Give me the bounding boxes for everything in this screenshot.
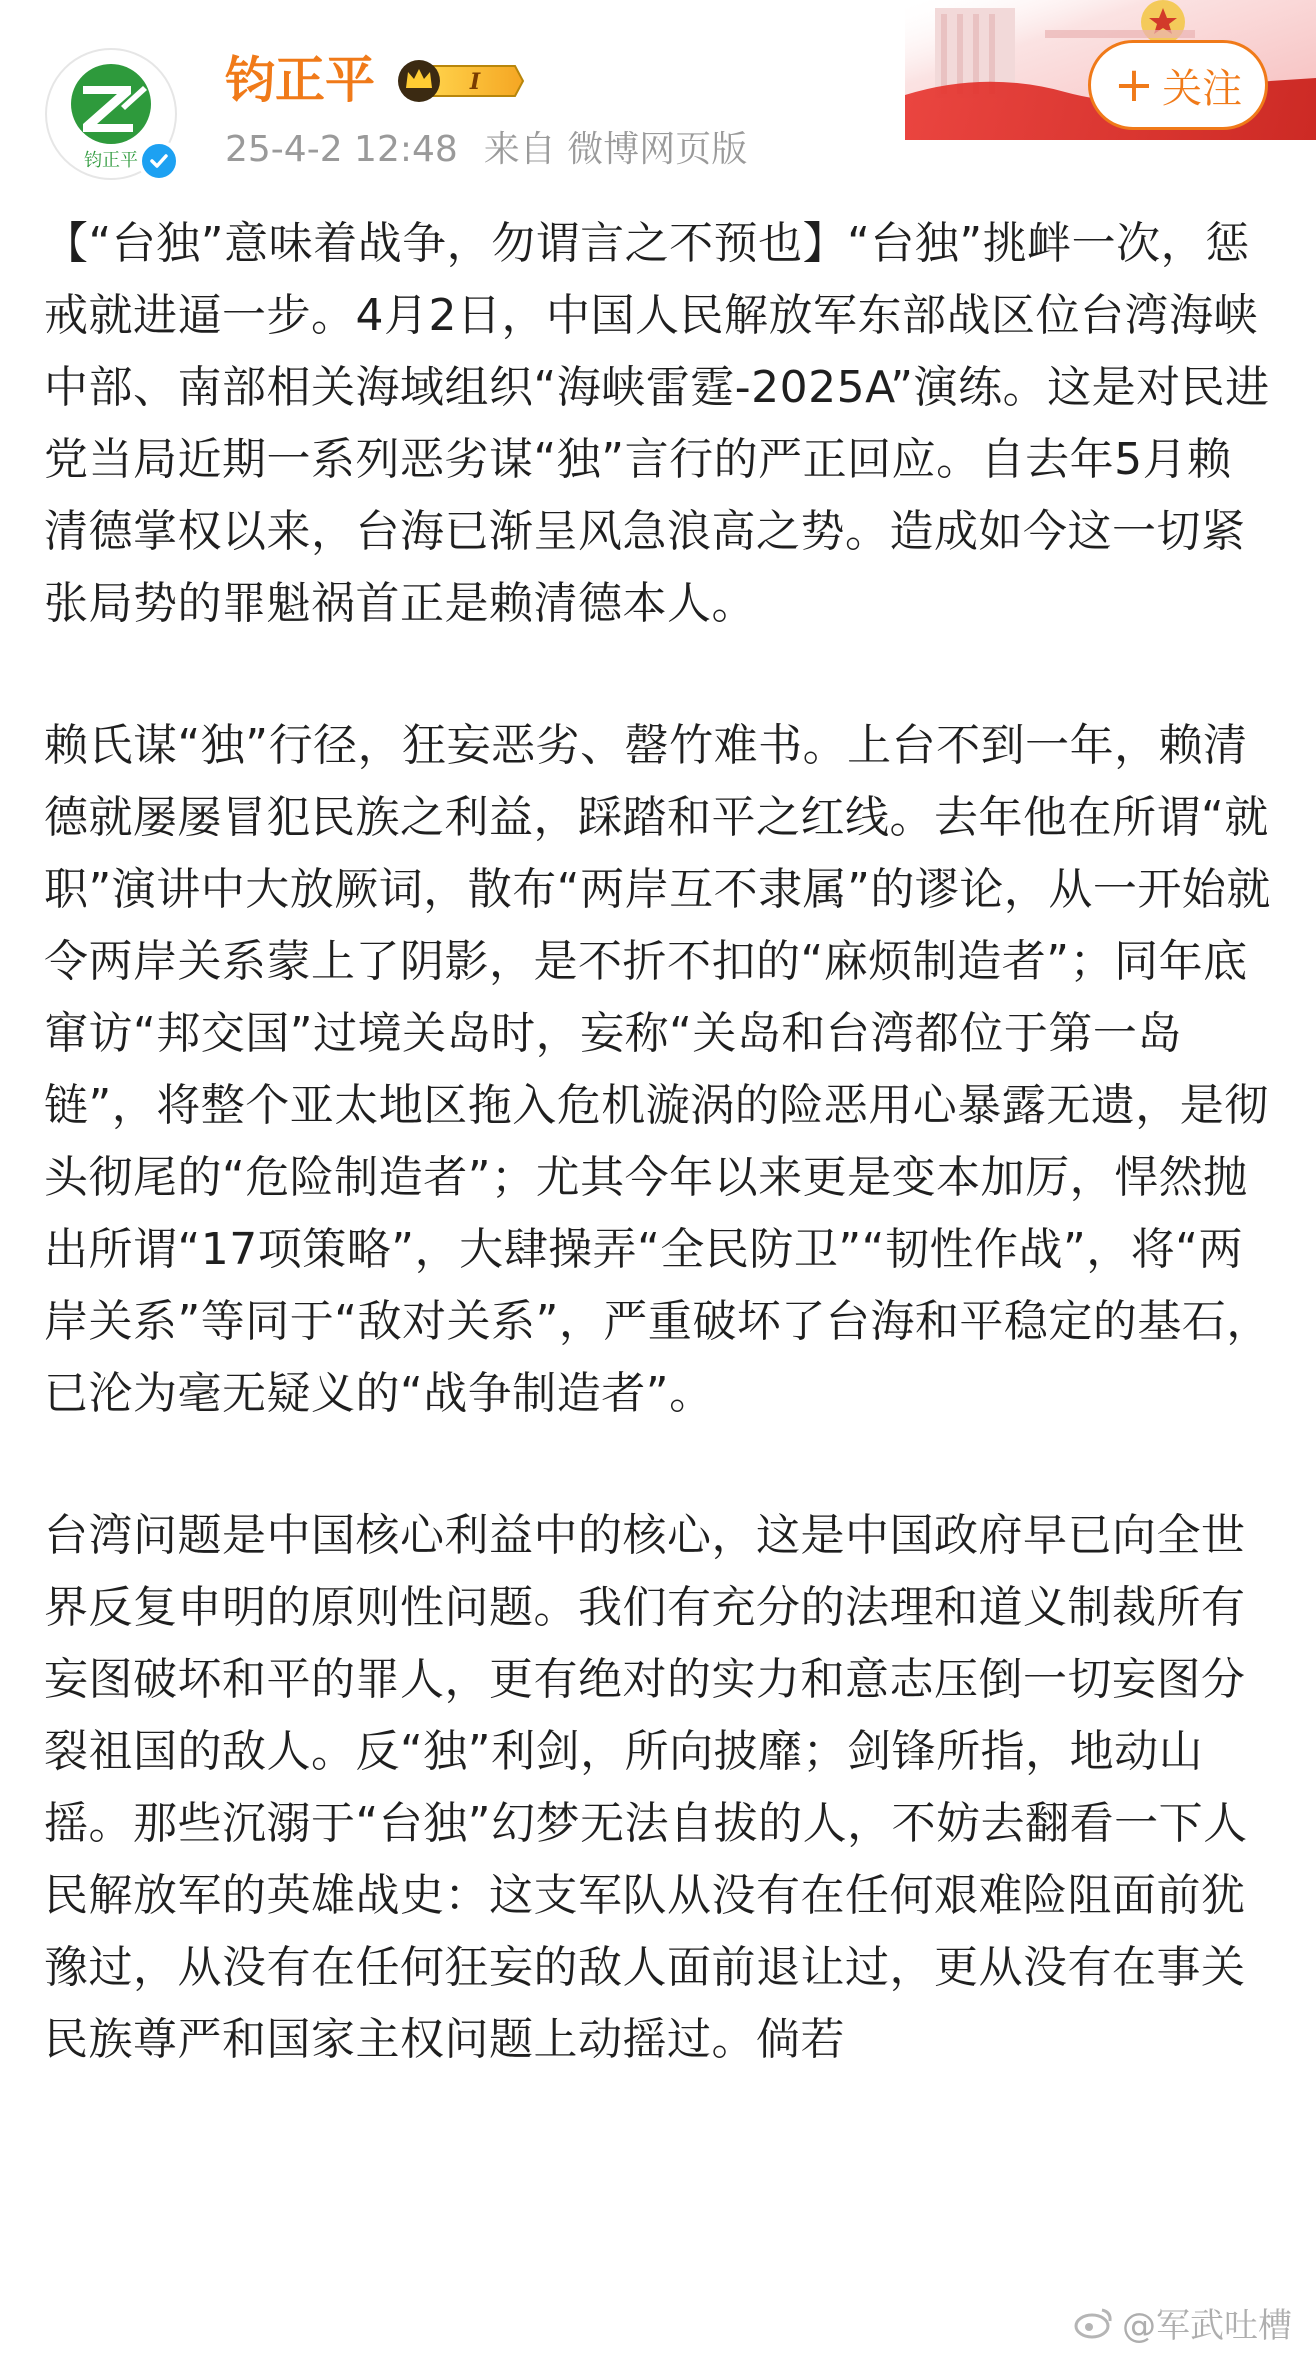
post-source[interactable]: 来自 微博网页版 xyxy=(483,129,748,170)
vip-level-badge[interactable] xyxy=(395,58,527,104)
post-meta xyxy=(225,128,773,172)
verified-badge xyxy=(138,140,180,182)
post-paragraph: 赖氏谋“独”行径，狂妄恶劣、罄竹难书。上台不到一年，赖清德就屡屡冒犯民族之利益，踩踏和平之红线。去年他在所谓“就职”演讲中大放厥词，散布“两岸互不隶属”的谬论，从一开始就令两岸关系蒙上了阴影，是不折不扣的“麻烦制造者”；同年底窜访“邦交国”过境关岛时，妄称“关岛和台湾都位于第一岛链”，将整个亚太地区拖入危机漩涡的险恶用心暴露无遗，是彻头彻尾的“危险制造者”；尤其今年以来更是变本加厉，悍然抛出所谓“17项策略”，大肆操弄“全民防卫”“韧性作战”，将“两岸关系”等同于“敌对关系”，严重破坏了台海和平稳定的基石，已沦为毫无疑义的“战争制造者”。 xyxy=(44,720,1271,1419)
post-paragraph: 台湾问题是中国核心利益中的核心，这是中国政府早已向全世界反复申明的原则性问题。我们有充分的法理和道义制裁所有妄图破坏和平的罪人，更有绝对的实力和意志压倒一切妄图分裂祖国的敌人。反“独”利剑，所向披靡；剑锋所指，地动山摇。那些沉溺于“台独”幻梦无法自拔的人，不妨去翻看一下人民解放军的英雄战史：这支军队从没有在任何艰难险阻面前犹豫过，从没有在任何狂妄的敌人面前退让过，更从没有在事关民族尊严和国家主权问题上动摇过。倘若 xyxy=(44,1510,1248,2065)
verified-check-icon xyxy=(148,150,170,172)
plus-icon: + xyxy=(1113,57,1155,113)
watermark-text: @军武吐槽 xyxy=(1122,2306,1292,2346)
weibo-logo-icon xyxy=(1074,2306,1114,2340)
vip-level-text: I xyxy=(469,69,481,95)
follow-label: 关注 xyxy=(1162,65,1243,112)
post-header xyxy=(0,0,1316,190)
post-timestamp: 25-4-2 12:48 xyxy=(225,129,458,170)
username[interactable]: 钧正平 xyxy=(225,51,375,109)
follow-button[interactable] xyxy=(1088,40,1268,130)
post-paragraph: 【“台独”意味着战争，勿谓言之不预也】“台独”挑衅一次，惩戒就进逼一步。4月2日，中国人民解放军东部战区位台湾海峡中部、南部相关海域组织“海峡雷霆-2025A”演练。这是对民进党当局近期一系列恶劣谋“独”言行的严正回应。自去年5月赖清德掌权以来，台海已渐呈风急浪高之势。造成如今这一切紧张局势的罪魁祸首正是赖清德本人。 xyxy=(44,218,1270,629)
post-body xyxy=(44,208,1274,2146)
avatar-logo-text: 钧正平 xyxy=(84,150,138,171)
watermark xyxy=(1074,2298,1292,2347)
